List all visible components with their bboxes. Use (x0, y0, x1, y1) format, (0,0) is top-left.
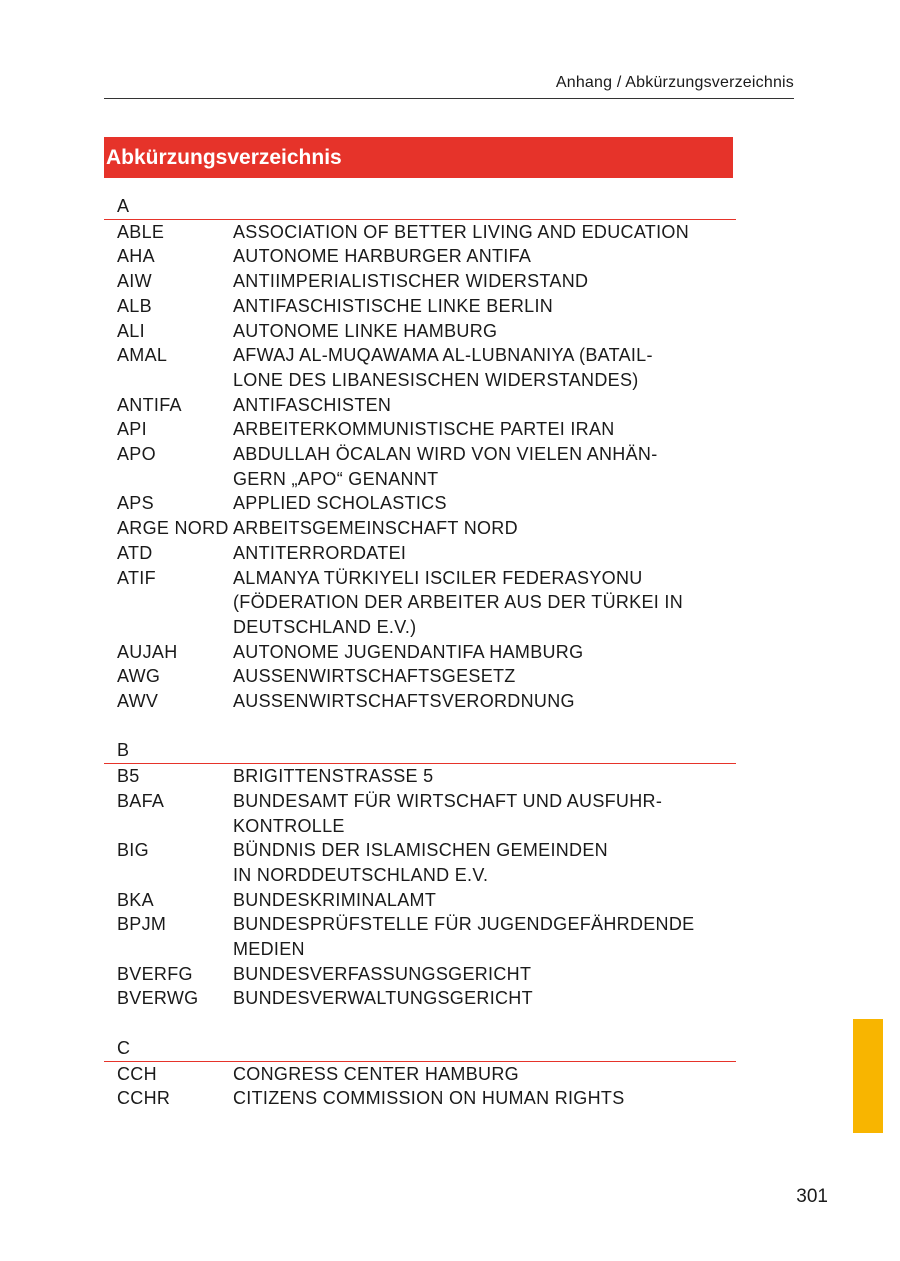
abbreviation: AUJAH (117, 641, 178, 662)
abbreviation: BVERWG (117, 988, 199, 1009)
definition-line: BUNDESVERFASSUNGSGERICHT (233, 963, 532, 984)
definition (233, 912, 736, 961)
abbreviation: ALB (117, 295, 152, 316)
section-letter: A (104, 194, 736, 220)
abbreviation: BKA (117, 889, 154, 910)
abbreviation-row (104, 789, 736, 838)
abbreviation-row (104, 269, 736, 294)
abbreviation: BAFA (117, 790, 165, 811)
definition-line: LONE DES LIBANESISCHEN WIDERSTANDES) (233, 369, 639, 390)
abbreviation-row (104, 442, 736, 491)
definition-line: AUTONOME JUGENDANTIFA HAMBURG (233, 641, 584, 662)
abbreviation-row (104, 244, 736, 269)
abbreviation-row (104, 962, 736, 987)
abbreviation: BIG (117, 840, 149, 861)
definition-line: AFWAJ AL-MUQAWAMA AL-LUBNANIYA (BATAIL- (233, 345, 653, 366)
definition-line: APPLIED SCHOLASTICS (233, 493, 447, 514)
abbreviation: AMAL (117, 345, 168, 366)
definition (233, 343, 736, 392)
definition (233, 244, 736, 269)
running-head: Anhang / Abkürzungsverzeichnis (555, 74, 794, 91)
section-tab-marker (853, 1019, 883, 1133)
abbreviation: ATD (117, 542, 153, 563)
definition (233, 269, 736, 294)
abbreviation-row (104, 986, 736, 1011)
definition (233, 764, 736, 789)
abbreviation-list (104, 194, 736, 1136)
definition (233, 789, 736, 838)
letter-section (104, 738, 736, 1011)
abbreviation: B5 (117, 766, 140, 787)
letter-section (104, 194, 736, 714)
abbreviation-row (104, 566, 736, 640)
abbreviation: AHA (117, 246, 155, 267)
abbreviation-row (104, 664, 736, 689)
header-rule (104, 98, 794, 99)
definition-line: ANTIFASCHISTEN (233, 394, 392, 415)
letter-section (104, 1036, 736, 1111)
abbreviation: AIW (117, 271, 152, 292)
definition-line: GERN „APO“ GENANNT (233, 468, 439, 489)
definition-line: BUNDESKRIMINALAMT (233, 889, 437, 910)
abbreviation-row (104, 888, 736, 913)
definition-line: ARBEITSGEMEINSCHAFT NORD (233, 518, 518, 539)
abbreviation-row (104, 1062, 736, 1087)
definition (233, 442, 736, 491)
definition-line: KONTROLLE (233, 815, 345, 836)
definition-line: BUNDESPRÜFSTELLE FÜR JUGENDGEFÄHRDENDE (233, 914, 695, 935)
definition-line: ANTIIMPERIALISTISCHER WIDERSTAND (233, 271, 589, 292)
definition-line: (FÖDERATION DER ARBEITER AUS DER TÜRKEI IN (233, 592, 683, 613)
abbreviation: ABLE (117, 221, 165, 242)
definition (233, 541, 736, 566)
abbreviation: AWG (117, 666, 161, 687)
section-letter: B (104, 738, 736, 764)
abbreviation-row (104, 319, 736, 344)
abbreviation-row (104, 689, 736, 714)
definition-line: AUSSENWIRTSCHAFTSVERORDNUNG (233, 691, 575, 712)
definition (233, 294, 736, 319)
abbreviation-row (104, 417, 736, 442)
definition-line: AUTONOME HARBURGER ANTIFA (233, 246, 532, 267)
abbreviation: BPJM (117, 914, 167, 935)
page-number: 301 (796, 1186, 828, 1207)
definition (233, 1086, 736, 1111)
definition-line: ASSOCIATION OF BETTER LIVING AND EDUCATION (233, 221, 689, 242)
abbreviation: BVERFG (117, 963, 193, 984)
abbreviation-row (104, 393, 736, 418)
abbreviation: CCHR (117, 1088, 171, 1109)
definition (233, 491, 736, 516)
definition (233, 516, 736, 541)
definition-line: BUNDESVERWALTUNGSGERICHT (233, 988, 533, 1009)
abbreviation: AWV (117, 691, 159, 712)
abbreviation: APS (117, 493, 154, 514)
definition-line: DEUTSCHLAND E.V.) (233, 616, 417, 637)
abbreviation: ATIF (117, 567, 156, 588)
section-letter: C (104, 1036, 736, 1062)
abbreviation-row (104, 640, 736, 665)
definition-line: CITIZENS COMMISSION ON HUMAN RIGHTS (233, 1088, 625, 1109)
abbreviation-row (104, 912, 736, 961)
definition-line: BUNDESAMT FÜR WIRTSCHAFT UND AUSFUHR- (233, 790, 663, 811)
definition-line: ANTITERRORDATEI (233, 542, 407, 563)
abbreviation-row (104, 764, 736, 789)
page-title: Abkürzungsverzeichnis (104, 137, 733, 178)
definition-line: MEDIEN (233, 939, 305, 960)
definition-line: AUTONOME LINKE HAMBURG (233, 320, 498, 341)
definition (233, 838, 736, 887)
definition-line: ANTIFASCHISTISCHE LINKE BERLIN (233, 295, 554, 316)
definition (233, 319, 736, 344)
abbreviation: CCH (117, 1063, 157, 1084)
definition (233, 640, 736, 665)
abbreviation: API (117, 419, 147, 440)
definition (233, 1062, 736, 1087)
definition (233, 393, 736, 418)
abbreviation: ALI (117, 320, 145, 341)
definition (233, 417, 736, 442)
definition (233, 664, 736, 689)
definition (233, 689, 736, 714)
definition (233, 986, 736, 1011)
abbreviation: ANTIFA (117, 394, 182, 415)
abbreviation: ARGE NORD (117, 518, 229, 539)
abbreviation-row (104, 1086, 736, 1111)
definition (233, 888, 736, 913)
definition-line: ALMANYA TÜRKIYELI ISCILER FEDERASYONU (233, 567, 643, 588)
definition-line: CONGRESS CENTER HAMBURG (233, 1063, 519, 1084)
abbreviation-row (104, 491, 736, 516)
definition-line: BRIGITTENSTRASSE 5 (233, 766, 434, 787)
definition-line: ARBEITERKOMMUNISTISCHE PARTEI IRAN (233, 419, 615, 440)
abbreviation-row (104, 294, 736, 319)
abbreviation-row (104, 220, 736, 245)
definition (233, 962, 736, 987)
definition-line: IN NORDDEUTSCHLAND E.V. (233, 864, 489, 885)
definition-line: ABDULLAH ÖCALAN WIRD VON VIELEN ANHÄN- (233, 444, 658, 465)
definition (233, 566, 736, 640)
definition-line: AUSSENWIRTSCHAFTSGESETZ (233, 666, 516, 687)
abbreviation-row (104, 838, 736, 887)
definition-line: BÜNDNIS DER ISLAMISCHEN GEMEINDEN (233, 840, 608, 861)
abbreviation-row (104, 541, 736, 566)
definition (233, 220, 736, 245)
abbreviation-row (104, 343, 736, 392)
abbreviation-row (104, 516, 736, 541)
abbreviation: APO (117, 444, 156, 465)
